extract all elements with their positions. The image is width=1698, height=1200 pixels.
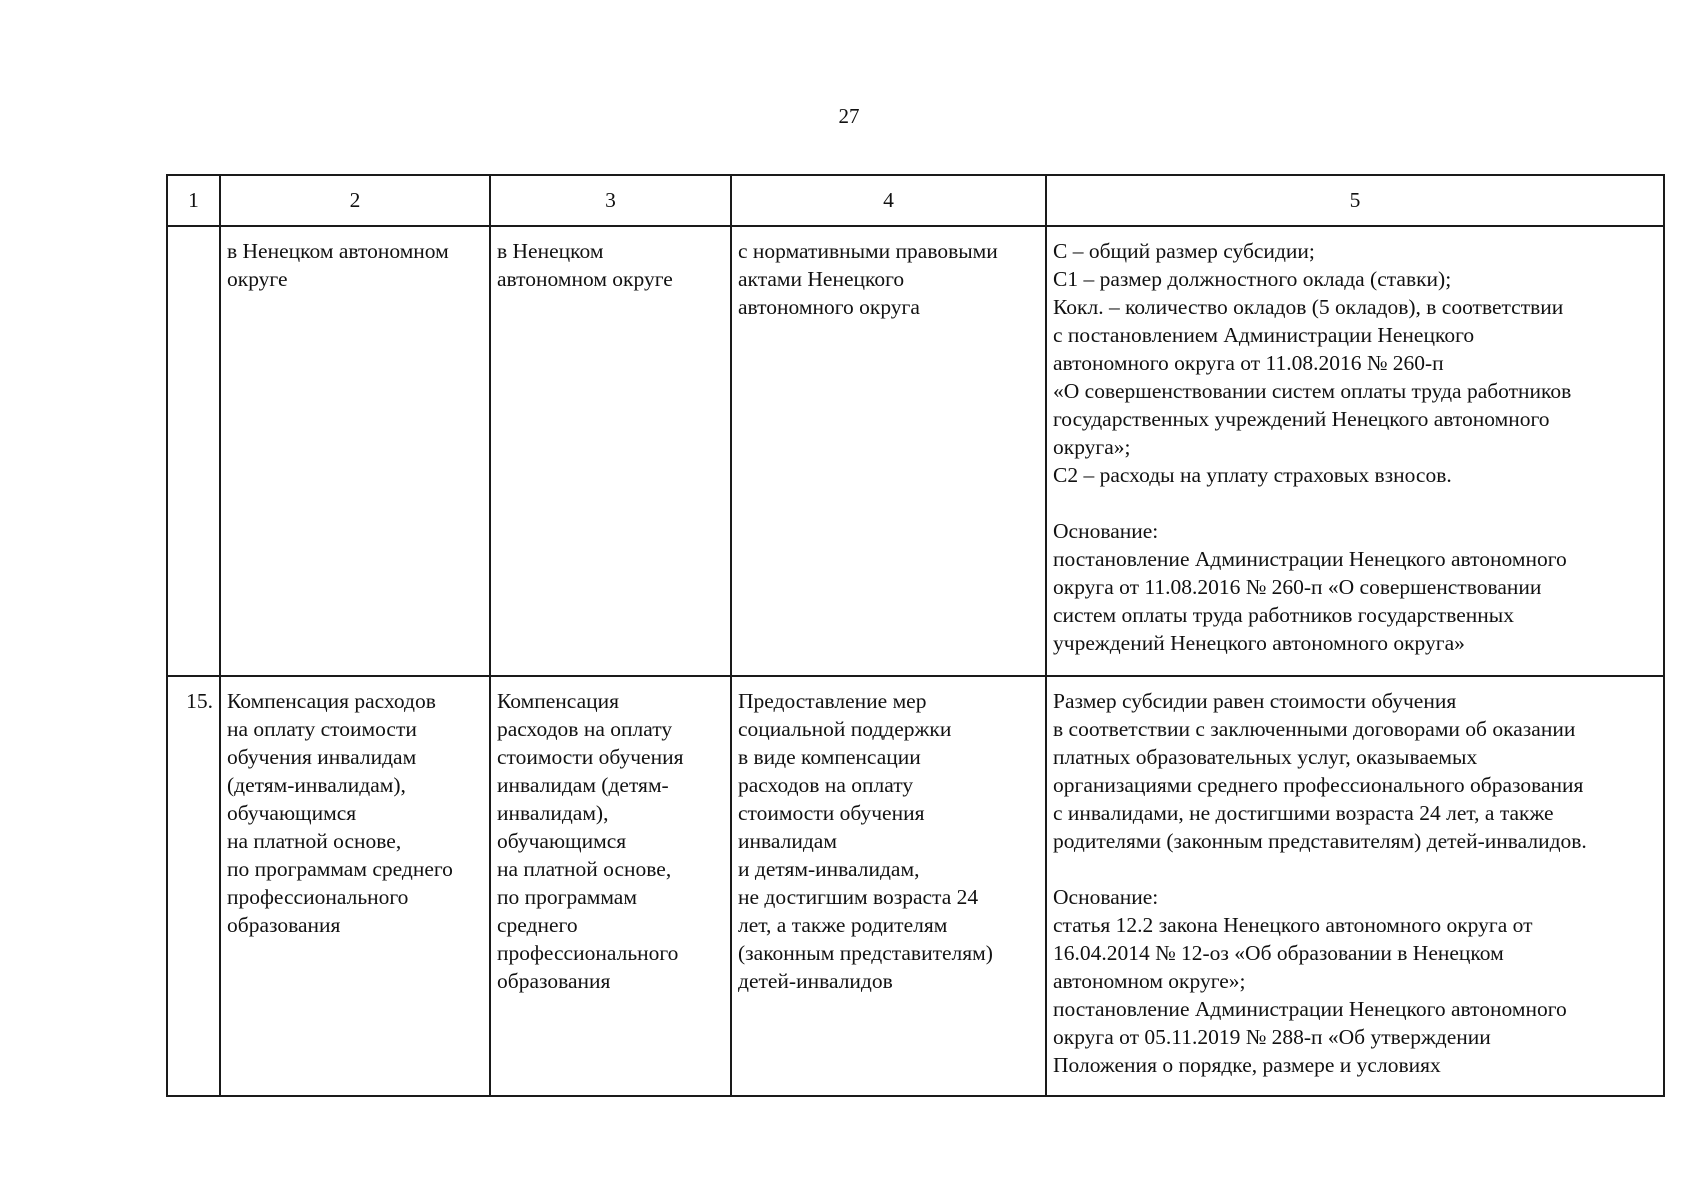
- document-table: [166, 174, 1665, 1097]
- header-col-4: 4: [731, 175, 1046, 226]
- text-line: систем оплаты труда работников государственных: [1053, 603, 1514, 627]
- text-line: стоимости обучения: [738, 801, 925, 825]
- text-line: С1 – размер должностного оклада (ставки);: [1053, 267, 1452, 291]
- text-line: С2 – расходы на уплату страховых взносов.: [1053, 463, 1452, 487]
- cell-description: [731, 226, 1046, 676]
- text-line: актами Ненецкого: [738, 267, 905, 291]
- text-line: образования: [227, 913, 341, 937]
- text-line: постановление Администрации Ненецкого автономного: [1053, 547, 1567, 571]
- text-line: постановление Администрации Ненецкого автономного: [1053, 997, 1567, 1021]
- text-line: автономного округа от 11.08.2016 № 260-п: [1053, 351, 1444, 375]
- text-line: профессионального: [227, 885, 409, 909]
- text-line: «О совершенствовании систем оплаты труда работников: [1053, 379, 1572, 403]
- cell-calculation: [1046, 676, 1664, 1096]
- header-col-1: 1: [167, 175, 220, 226]
- text-line: 16.04.2014 № 12-оз «Об образовании в Ненецком: [1053, 941, 1504, 965]
- text-line: по программам: [497, 885, 637, 909]
- header-col-5: 5: [1046, 175, 1664, 226]
- text-line: обучающимся: [497, 829, 627, 853]
- text-line: не достигшим возраста 24: [738, 885, 979, 909]
- text-line: Размер субсидии равен стоимости обучения: [1053, 689, 1457, 713]
- text-line: округа от 11.08.2016 № 260-п «О совершенствовании: [1053, 575, 1542, 599]
- text-line: в Ненецком: [497, 239, 604, 263]
- text-line: обучающимся: [227, 801, 357, 825]
- cell-number: [167, 226, 220, 676]
- paragraph-gap: [1053, 489, 1657, 517]
- text-line: государственных учреждений Ненецкого автономного: [1053, 407, 1550, 431]
- paragraph-gap: [1053, 855, 1657, 883]
- text-line: инвалидам (детям-: [497, 773, 669, 797]
- cell-measure: [490, 676, 731, 1096]
- text-line: детей-инвалидов: [738, 969, 893, 993]
- text-line: профессионального: [497, 941, 679, 965]
- text-line: округе: [227, 267, 288, 291]
- text-line: в соответствии с заключенными договорами об оказании: [1053, 717, 1576, 741]
- text-line: Кокл. – количество окладов (5 окладов), в соответствии: [1053, 295, 1564, 319]
- text-line: с постановлением Администрации Ненецкого: [1053, 323, 1475, 347]
- text-line: образования: [497, 969, 611, 993]
- text-line: (детям-инвалидам),: [227, 773, 406, 797]
- text-line: в Ненецком автономном: [227, 239, 449, 263]
- text-line: на платной основе,: [497, 857, 672, 881]
- text-line: родителями (законным представителям) детей-инвалидов.: [1053, 829, 1587, 853]
- text-line: инвалидам: [738, 829, 837, 853]
- text-line: лет, а также родителям: [738, 913, 948, 937]
- text-line: среднего: [497, 913, 578, 937]
- basis-heading: Основание:: [1053, 885, 1159, 909]
- text-line: с инвалидами, не достигшими возраста 24 лет, а также: [1053, 801, 1554, 825]
- table-header-row: [167, 175, 1664, 226]
- text-line: на платной основе,: [227, 829, 402, 853]
- text-line: Компенсация расходов: [227, 689, 436, 713]
- text-line: на оплату стоимости: [227, 717, 417, 741]
- text-line: расходов на оплату: [497, 717, 673, 741]
- header-col-2: 2: [220, 175, 490, 226]
- text-line: автономного округа: [738, 295, 920, 319]
- cell-name: [220, 676, 490, 1096]
- cell-description: [731, 676, 1046, 1096]
- text-line: стоимости обучения: [497, 745, 684, 769]
- cell-number: 15.: [167, 676, 220, 1096]
- text-line: по программам среднего: [227, 857, 453, 881]
- text-line: учреждений Ненецкого автономного округа»: [1053, 631, 1465, 655]
- text-line: Предоставление мер: [738, 689, 927, 713]
- cell-name: [220, 226, 490, 676]
- cell-calculation: [1046, 226, 1664, 676]
- text-line: в виде компенсации: [738, 745, 921, 769]
- table-row-15: [167, 676, 1664, 1096]
- basis-heading: Основание:: [1053, 519, 1159, 543]
- text-line: Компенсация: [497, 689, 620, 713]
- text-line: автономном округе»;: [1053, 969, 1246, 993]
- text-line: Положения о порядке, размере и условиях: [1053, 1053, 1441, 1077]
- text-line: с нормативными правовыми: [738, 239, 998, 263]
- cell-measure: [490, 226, 731, 676]
- text-line: статья 12.2 закона Ненецкого автономного округа от: [1053, 913, 1533, 937]
- text-line: инвалидам),: [497, 801, 609, 825]
- text-line: автономном округе: [497, 267, 673, 291]
- text-line: расходов на оплату: [738, 773, 914, 797]
- text-line: и детям-инвалидам,: [738, 857, 920, 881]
- text-line: платных образовательных услуг, оказываемых: [1053, 745, 1478, 769]
- text-line: социальной поддержки: [738, 717, 952, 741]
- header-col-3: 3: [490, 175, 731, 226]
- text-line: обучения инвалидам: [227, 745, 417, 769]
- text-line: С – общий размер субсидии;: [1053, 239, 1315, 263]
- text-line: округа»;: [1053, 435, 1131, 459]
- text-line: округа от 05.11.2019 № 288-п «Об утверждении: [1053, 1025, 1491, 1049]
- text-line: (законным представителям): [738, 941, 993, 965]
- page-number: 27: [838, 104, 860, 128]
- text-line: организациями среднего профессионального образования: [1053, 773, 1584, 797]
- table-row-continued: [167, 226, 1664, 676]
